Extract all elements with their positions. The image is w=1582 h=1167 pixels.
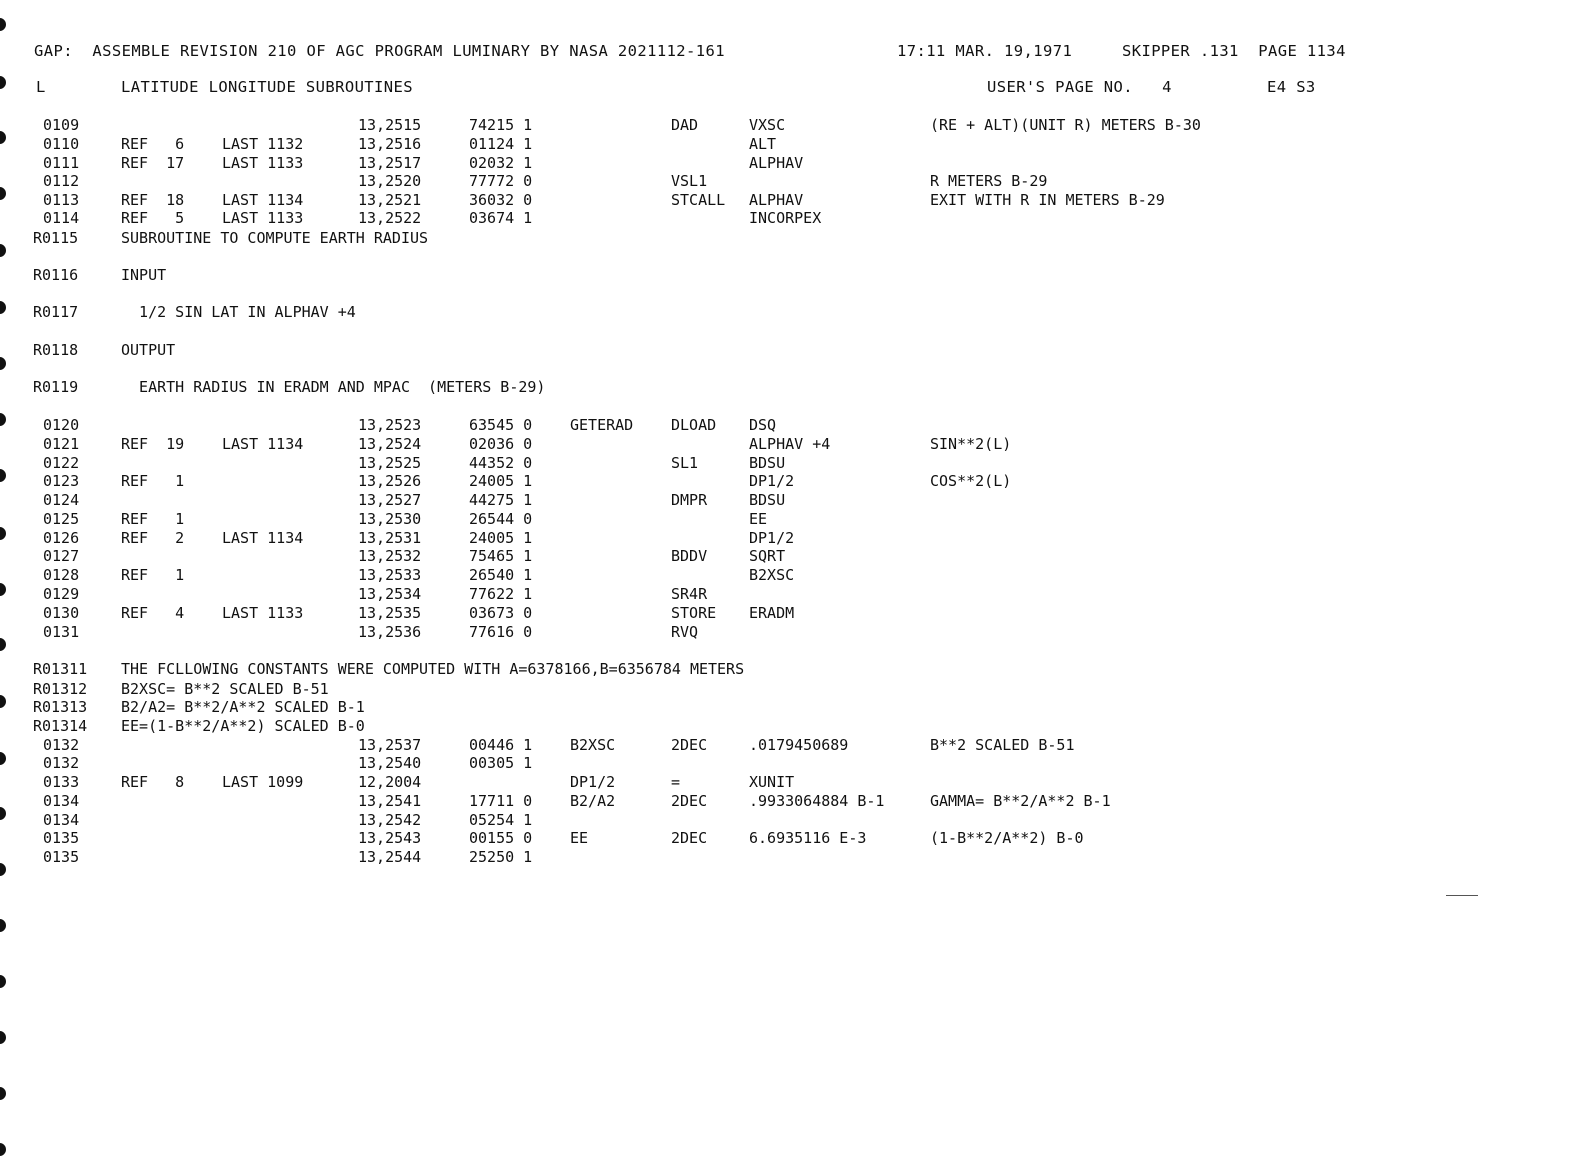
row-seq: 0130 (43, 604, 80, 622)
row-word: 03673 0 (469, 604, 533, 622)
row-comment: B**2 SCALED B-51 (930, 736, 1075, 754)
row-seq: 0127 (43, 547, 80, 565)
row-word: 00305 1 (469, 754, 533, 772)
row-addr: 13,2533 (358, 566, 422, 584)
row-operand: 6.6935116 E-3 (749, 829, 867, 847)
row-seq: 0129 (43, 585, 80, 603)
row-ref: REF 1 (121, 566, 185, 584)
row-last: LAST 1134 (222, 191, 304, 209)
row-last: LAST 1134 (222, 529, 304, 547)
listing-row (0, 623, 1582, 642)
row-addr: 13,2522 (358, 209, 422, 227)
listing-row (0, 116, 1582, 135)
row-ref: REF 17 (121, 154, 185, 172)
row-comment: (RE + ALT)(UNIT R) METERS B-30 (930, 116, 1201, 134)
row-seq: 0132 (43, 736, 80, 754)
listing-row (0, 435, 1582, 454)
row-seq: 0114 (43, 209, 80, 227)
row-word: 00155 0 (469, 829, 533, 847)
remark-text: B2/A2= B**2/A**2 SCALED B-1 (121, 698, 365, 716)
row-seq: 0112 (43, 172, 80, 190)
users-page-number: USER'S PAGE NO. 4 (987, 78, 1172, 96)
row-word: 03674 1 (469, 209, 533, 227)
listing-row (0, 154, 1582, 173)
row-operand: SQRT (749, 547, 786, 565)
row-op: 2DEC (671, 792, 708, 810)
remark-text: SUBROUTINE TO COMPUTE EARTH RADIUS (121, 229, 429, 247)
row-seq: 0128 (43, 566, 80, 584)
row-word: 63545 0 (469, 416, 533, 434)
listing-row (0, 172, 1582, 191)
row-operand: ALPHAV (749, 191, 804, 209)
feed-hole (0, 975, 6, 988)
listing-row (0, 604, 1582, 623)
remark-seq: R01313 (33, 698, 88, 716)
listing-row (0, 491, 1582, 510)
row-addr: 13,2524 (358, 435, 422, 453)
listing-row (0, 135, 1582, 154)
row-word: 74215 1 (469, 116, 533, 134)
row-operand: XUNIT (749, 773, 795, 791)
row-comment: GAMMA= B**2/A**2 B-1 (930, 792, 1111, 810)
listing-row (0, 510, 1582, 529)
row-seq: 0120 (43, 416, 80, 434)
row-word: 24005 1 (469, 472, 533, 490)
row-seq: 0111 (43, 154, 80, 172)
row-addr: 13,2534 (358, 585, 422, 603)
remark-seq: R0119 (33, 378, 79, 396)
remark-seq: R0116 (33, 266, 79, 284)
row-word: 00446 1 (469, 736, 533, 754)
listing-row (0, 472, 1582, 491)
row-ref: REF 1 (121, 510, 185, 528)
row-addr: 13,2532 (358, 547, 422, 565)
row-op: STCALL (671, 191, 726, 209)
row-word: 36032 0 (469, 191, 533, 209)
row-seq: 0109 (43, 116, 80, 134)
remark-seq: R0118 (33, 341, 79, 359)
listing-row (0, 585, 1582, 604)
row-operand: DP1/2 (749, 529, 795, 547)
row-operand: VXSC (749, 116, 786, 134)
page-header (0, 42, 1582, 61)
remark-row (0, 378, 1582, 397)
row-ref: REF 2 (121, 529, 185, 547)
row-operand: EE (749, 510, 768, 528)
listing-row (0, 209, 1582, 228)
row-ref: REF 8 (121, 773, 185, 791)
row-seq: 0126 (43, 529, 80, 547)
row-op: SR4R (671, 585, 708, 603)
row-operand: .9933064884 B-1 (749, 792, 885, 810)
row-addr: 13,2535 (358, 604, 422, 622)
section-marker: L (36, 78, 46, 96)
remark-row (0, 341, 1582, 360)
row-addr: 13,2521 (358, 191, 422, 209)
listing-row (0, 416, 1582, 435)
listing-row (0, 529, 1582, 548)
row-comment: R METERS B-29 (930, 172, 1048, 190)
remark-seq: R0115 (33, 229, 79, 247)
row-last: LAST 1133 (222, 604, 304, 622)
row-last: LAST 1133 (222, 154, 304, 172)
row-word: 26544 0 (469, 510, 533, 528)
row-word: 02036 0 (469, 435, 533, 453)
row-addr: 12,2004 (358, 773, 422, 791)
row-operand: ALPHAV (749, 154, 804, 172)
feed-hole (0, 1031, 6, 1044)
remark-row (0, 229, 1582, 248)
row-word: 77622 1 (469, 585, 533, 603)
row-comment: SIN**2(L) (930, 435, 1012, 453)
row-addr: 13,2531 (358, 529, 422, 547)
row-operand: ALPHAV +4 (749, 435, 831, 453)
row-addr: 13,2542 (358, 811, 422, 829)
row-addr: 13,2536 (358, 623, 422, 641)
row-comment: EXIT WITH R IN METERS B-29 (930, 191, 1165, 209)
row-seq: 0133 (43, 773, 80, 791)
feed-hole (0, 919, 6, 932)
row-operand: .0179450689 (749, 736, 849, 754)
row-seq: 0124 (43, 491, 80, 509)
section-title: LATITUDE LONGITUDE SUBROUTINES (121, 78, 413, 96)
row-tag: EE (570, 829, 589, 847)
row-seq: 0123 (43, 472, 80, 490)
listing-row (0, 811, 1582, 830)
row-word: 25250 1 (469, 848, 533, 866)
section-code: E4 S3 (1267, 78, 1316, 96)
row-ref: REF 18 (121, 191, 185, 209)
row-op: = (671, 773, 681, 791)
row-op: 2DEC (671, 829, 708, 847)
feed-hole (0, 1143, 6, 1156)
remark-seq: R01312 (33, 680, 88, 698)
row-operand: INCORPEX (749, 209, 822, 227)
row-last: LAST 1132 (222, 135, 304, 153)
listing-row (0, 736, 1582, 755)
listing-row (0, 191, 1582, 210)
row-word: 05254 1 (469, 811, 533, 829)
remark-text: 1/2 SIN LAT IN ALPHAV +4 (121, 303, 356, 321)
row-addr: 13,2515 (358, 116, 422, 134)
row-operand: BDSU (749, 454, 786, 472)
row-word: 44275 1 (469, 491, 533, 509)
row-word: 01124 1 (469, 135, 533, 153)
feed-hole (0, 1087, 6, 1100)
row-word: 77772 0 (469, 172, 533, 190)
row-tag: DP1/2 (570, 773, 616, 791)
row-ref: REF 1 (121, 472, 185, 490)
remark-text: B2XSC= B**2 SCALED B-51 (121, 680, 329, 698)
row-ref: REF 5 (121, 209, 185, 227)
row-seq: 0131 (43, 623, 80, 641)
row-seq: 0122 (43, 454, 80, 472)
row-seq: 0121 (43, 435, 80, 453)
row-ref: REF 4 (121, 604, 185, 622)
row-last: LAST 1134 (222, 435, 304, 453)
listing-row (0, 547, 1582, 566)
row-op: RVQ (671, 623, 699, 641)
row-addr: 13,2543 (358, 829, 422, 847)
row-seq: 0135 (43, 829, 80, 847)
row-comment: (1-B**2/A**2) B-0 (930, 829, 1084, 847)
remark-text: EARTH RADIUS IN ERADM AND MPAC (METERS B-29) (121, 378, 546, 396)
row-seq: 0110 (43, 135, 80, 153)
row-last: LAST 1133 (222, 209, 304, 227)
row-addr: 13,2527 (358, 491, 422, 509)
row-word: 02032 1 (469, 154, 533, 172)
row-seq: 0113 (43, 191, 80, 209)
remark-text: EE=(1-B**2/A**2) SCALED B-0 (121, 717, 365, 735)
remark-row (0, 717, 1582, 736)
row-comment: COS**2(L) (930, 472, 1012, 490)
row-op: BDDV (671, 547, 708, 565)
print-smudge (1446, 895, 1478, 896)
listing-row (0, 829, 1582, 848)
row-op: SL1 (671, 454, 699, 472)
row-seq: 0135 (43, 848, 80, 866)
section-header (0, 78, 1582, 97)
row-tag: B2XSC (570, 736, 616, 754)
remark-row (0, 266, 1582, 285)
row-addr: 13,2516 (358, 135, 422, 153)
listing-row (0, 848, 1582, 867)
remark-row (0, 303, 1582, 322)
header-page: SKIPPER .131 PAGE 1134 (1122, 42, 1346, 60)
remark-row (0, 698, 1582, 717)
row-ref: REF 19 (121, 435, 185, 453)
remark-seq: R01311 (33, 660, 88, 678)
row-word: 77616 0 (469, 623, 533, 641)
row-addr: 13,2544 (358, 848, 422, 866)
listing-row (0, 566, 1582, 585)
row-seq: 0132 (43, 754, 80, 772)
header-title: GAP: ASSEMBLE REVISION 210 OF AGC PROGRAM LUMINARY BY NASA 2021112-161 (34, 42, 725, 60)
feed-hole (0, 18, 6, 31)
row-op: DAD (671, 116, 699, 134)
row-addr: 13,2541 (358, 792, 422, 810)
row-operand: ALT (749, 135, 777, 153)
remark-text: THE FCLLOWING CONSTANTS WERE COMPUTED WITH A=6378166,B=6356784 METERS (121, 660, 745, 678)
row-word: 17711 0 (469, 792, 533, 810)
row-addr: 13,2525 (358, 454, 422, 472)
header-datetime: 17:11 MAR. 19,1971 (897, 42, 1073, 60)
row-addr: 13,2537 (358, 736, 422, 754)
row-ref: REF 6 (121, 135, 185, 153)
remark-seq: R0117 (33, 303, 79, 321)
row-operand: DSQ (749, 416, 777, 434)
remark-text: OUTPUT (121, 341, 176, 359)
row-op: 2DEC (671, 736, 708, 754)
row-word: 24005 1 (469, 529, 533, 547)
listing-row (0, 754, 1582, 773)
row-last: LAST 1099 (222, 773, 304, 791)
row-tag: GETERAD (570, 416, 634, 434)
row-word: 26540 1 (469, 566, 533, 584)
row-operand: DP1/2 (749, 472, 795, 490)
row-seq: 0134 (43, 811, 80, 829)
listing-row (0, 454, 1582, 473)
remark-seq: R01314 (33, 717, 88, 735)
row-addr: 13,2530 (358, 510, 422, 528)
row-addr: 13,2526 (358, 472, 422, 490)
row-word: 75465 1 (469, 547, 533, 565)
row-addr: 13,2540 (358, 754, 422, 772)
row-operand: B2XSC (749, 566, 795, 584)
row-addr: 13,2520 (358, 172, 422, 190)
remark-text: INPUT (121, 266, 167, 284)
listing-row (0, 773, 1582, 792)
row-addr: 13,2523 (358, 416, 422, 434)
row-op: STORE (671, 604, 717, 622)
row-addr: 13,2517 (358, 154, 422, 172)
row-operand: ERADM (749, 604, 795, 622)
row-word: 44352 0 (469, 454, 533, 472)
listing-row (0, 792, 1582, 811)
row-seq: 0134 (43, 792, 80, 810)
remark-row (0, 680, 1582, 699)
row-seq: 0125 (43, 510, 80, 528)
row-op: VSL1 (671, 172, 708, 190)
row-op: DLOAD (671, 416, 717, 434)
row-op: DMPR (671, 491, 708, 509)
remark-row (0, 660, 1582, 679)
row-operand: BDSU (749, 491, 786, 509)
row-tag: B2/A2 (570, 792, 616, 810)
